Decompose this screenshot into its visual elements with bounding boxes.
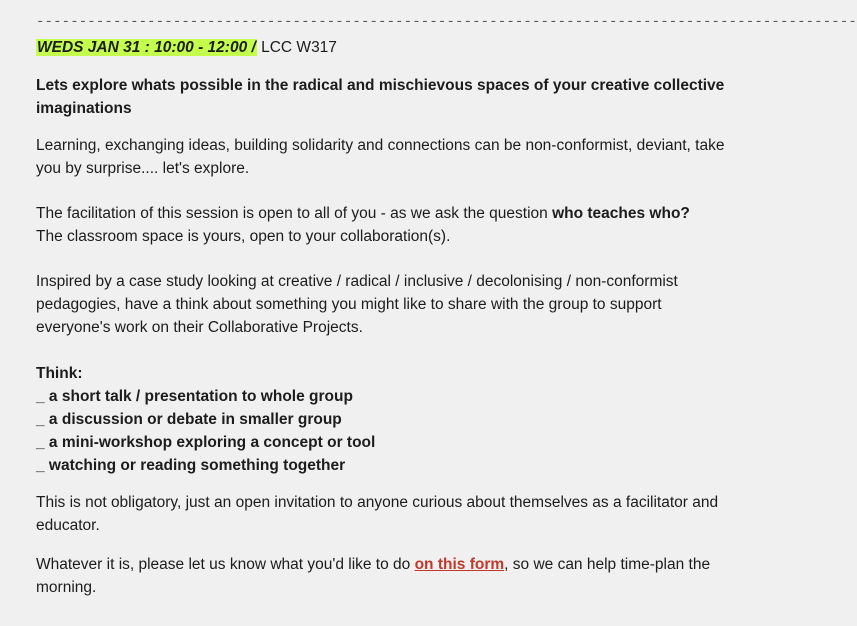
think-item: _ a discussion or debate in smaller group <box>36 411 342 428</box>
session-heading: Lets explore whats possible in the radical and mischievous spaces of your creative collective imaginations <box>36 77 725 117</box>
facilitation-text: The facilitation of this session is open to all of you - as we ask the question <box>36 205 553 222</box>
facilitation-question: who teaches who? <box>552 205 690 222</box>
event-location: LCC W317 <box>256 39 337 56</box>
event-datetime-line <box>36 36 736 60</box>
form-text-after: , so we can help time-plan the morning. <box>36 556 711 596</box>
dashed-divider: ------------------------------------------------------------------------------------------------ <box>36 14 857 30</box>
think-item: _ a short talk / presentation to whole group <box>36 388 353 405</box>
inspired-paragraph: Inspired by a case study looking at creative / radical / inclusive / decolonising / non-conformist pedagogies, have a think about something you might like to share with the group to support everyone's work on their Collaborative Projects. <box>36 273 678 336</box>
form-paragraph <box>36 553 736 599</box>
event-datetime: WEDS JAN 31 : 10:00 - 12:00 / <box>37 39 256 56</box>
session-description <box>36 12 857 599</box>
think-list <box>36 385 736 477</box>
think-title: Think: <box>36 365 83 382</box>
form-text-before: Whatever it is, please let us know what you'd like to do <box>36 556 415 573</box>
form-link[interactable]: on this form <box>414 556 505 573</box>
facilitation-line2: The classroom space is yours, open to your collaboration(s). <box>36 228 451 245</box>
think-item: _ watching or reading something together <box>36 457 346 474</box>
facilitation-paragraph <box>36 202 736 248</box>
obligatory-paragraph: This is not obligatory, just an open invitation to anyone curious about themselves as a facilitator and educator. <box>36 494 719 534</box>
think-item: _ a mini-workshop exploring a concept or tool <box>36 434 376 451</box>
intro-paragraph: Learning, exchanging ideas, building solidarity and connections can be non-conformist, deviant, take you by surprise.... let's explore. <box>36 137 725 177</box>
